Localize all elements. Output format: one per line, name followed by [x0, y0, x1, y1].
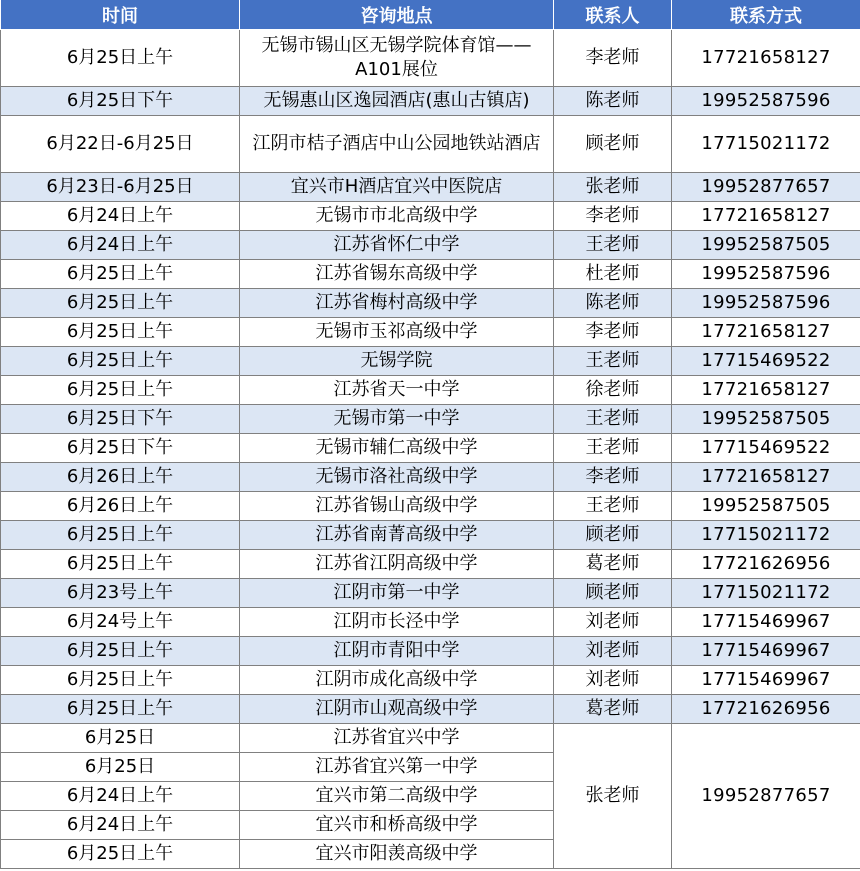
cell-person-merged: 张老师 — [554, 724, 672, 869]
cell-place: 江苏省怀仁中学 — [240, 231, 554, 260]
cell-phone: 17721658127 — [672, 318, 860, 347]
cell-time: 6月25日上午 — [1, 347, 240, 376]
cell-person: 徐老师 — [554, 376, 672, 405]
cell-time: 6月25日上午 — [1, 840, 240, 869]
cell-place: 江苏省江阴高级中学 — [240, 550, 554, 579]
cell-phone: 19952587505 — [672, 492, 860, 521]
cell-place: 宜兴市和桥高级中学 — [240, 811, 554, 840]
table-row — [1, 724, 860, 753]
cell-place: 无锡惠山区逸园酒店(惠山古镇店) — [240, 87, 554, 116]
table-row — [1, 637, 860, 666]
cell-time: 6月25日上午 — [1, 289, 240, 318]
table-row — [1, 695, 860, 724]
cell-time: 6月25日上午 — [1, 318, 240, 347]
cell-place: 无锡市锡山区无锡学院体育馆——A101展位 — [240, 30, 554, 87]
cell-phone: 17715021172 — [672, 116, 860, 173]
cell-place: 宜兴市H酒店宜兴中医院店 — [240, 173, 554, 202]
table-row — [1, 202, 860, 231]
cell-time: 6月24号上午 — [1, 608, 240, 637]
cell-phone: 17715021172 — [672, 579, 860, 608]
cell-phone: 17715021172 — [672, 521, 860, 550]
cell-phone: 17715469522 — [672, 434, 860, 463]
cell-person: 王老师 — [554, 405, 672, 434]
cell-place: 江阴市成化高级中学 — [240, 666, 554, 695]
cell-time: 6月24日上午 — [1, 811, 240, 840]
table-row — [1, 666, 860, 695]
cell-person: 顾老师 — [554, 521, 672, 550]
cell-person: 陈老师 — [554, 87, 672, 116]
cell-time: 6月23日-6月25日 — [1, 173, 240, 202]
cell-person: 顾老师 — [554, 116, 672, 173]
cell-time: 6月25日上午 — [1, 695, 240, 724]
cell-place: 江苏省梅村高级中学 — [240, 289, 554, 318]
cell-person: 李老师 — [554, 463, 672, 492]
table-row — [1, 463, 860, 492]
cell-person: 葛老师 — [554, 695, 672, 724]
cell-person: 杜老师 — [554, 260, 672, 289]
table-body — [1, 30, 860, 869]
cell-place: 江阴市第一中学 — [240, 579, 554, 608]
table-row — [1, 347, 860, 376]
cell-person: 李老师 — [554, 202, 672, 231]
table-header — [1, 0, 860, 30]
cell-phone: 19952587505 — [672, 231, 860, 260]
cell-place: 无锡学院 — [240, 347, 554, 376]
cell-place: 江阴市长泾中学 — [240, 608, 554, 637]
table-row — [1, 30, 860, 87]
table-row — [1, 608, 860, 637]
cell-person: 王老师 — [554, 347, 672, 376]
cell-time: 6月25日上午 — [1, 666, 240, 695]
table-row — [1, 231, 860, 260]
cell-time: 6月26日上午 — [1, 492, 240, 521]
cell-person: 刘老师 — [554, 666, 672, 695]
table-row — [1, 173, 860, 202]
cell-phone: 17721626956 — [672, 550, 860, 579]
cell-place: 无锡市市北高级中学 — [240, 202, 554, 231]
cell-time: 6月24日上午 — [1, 231, 240, 260]
cell-time: 6月25日上午 — [1, 550, 240, 579]
cell-time: 6月25日 — [1, 753, 240, 782]
table-row — [1, 260, 860, 289]
table-row — [1, 116, 860, 173]
cell-phone: 17715469522 — [672, 347, 860, 376]
cell-place: 江苏省宜兴中学 — [240, 724, 554, 753]
cell-place: 江阴市山观高级中学 — [240, 695, 554, 724]
cell-time: 6月23号上午 — [1, 579, 240, 608]
cell-phone: 17715469967 — [672, 637, 860, 666]
cell-place: 无锡市玉祁高级中学 — [240, 318, 554, 347]
cell-phone: 17721658127 — [672, 202, 860, 231]
cell-place: 江苏省南菁高级中学 — [240, 521, 554, 550]
cell-person: 王老师 — [554, 492, 672, 521]
cell-place: 江苏省锡山高级中学 — [240, 492, 554, 521]
table-row — [1, 87, 860, 116]
cell-place: 江苏省锡东高级中学 — [240, 260, 554, 289]
cell-place: 无锡市洛社高级中学 — [240, 463, 554, 492]
cell-place: 无锡市第一中学 — [240, 405, 554, 434]
header-phone: 联系方式 — [672, 0, 860, 30]
cell-person: 王老师 — [554, 434, 672, 463]
cell-phone: 17715469967 — [672, 666, 860, 695]
cell-time: 6月25日下午 — [1, 405, 240, 434]
cell-place: 无锡市辅仁高级中学 — [240, 434, 554, 463]
table-row — [1, 434, 860, 463]
cell-time: 6月25日下午 — [1, 87, 240, 116]
cell-person: 顾老师 — [554, 579, 672, 608]
cell-time: 6月25日上午 — [1, 260, 240, 289]
cell-place: 宜兴市阳羡高级中学 — [240, 840, 554, 869]
cell-phone: 17721626956 — [672, 695, 860, 724]
header-person: 联系人 — [554, 0, 672, 30]
table-row — [1, 289, 860, 318]
cell-time: 6月25日上午 — [1, 637, 240, 666]
cell-phone: 17721658127 — [672, 463, 860, 492]
cell-time: 6月25日上午 — [1, 521, 240, 550]
cell-phone: 17715469967 — [672, 608, 860, 637]
table-row — [1, 376, 860, 405]
table-row — [1, 521, 860, 550]
cell-phone: 19952587596 — [672, 87, 860, 116]
cell-time: 6月26日上午 — [1, 463, 240, 492]
cell-place: 江阴市青阳中学 — [240, 637, 554, 666]
cell-phone: 17721658127 — [672, 30, 860, 87]
table-row — [1, 579, 860, 608]
cell-time: 6月25日上午 — [1, 376, 240, 405]
cell-person: 李老师 — [554, 30, 672, 87]
cell-person: 王老师 — [554, 231, 672, 260]
cell-phone: 17721658127 — [672, 376, 860, 405]
cell-person: 张老师 — [554, 173, 672, 202]
table-row — [1, 405, 860, 434]
cell-place: 江阴市桔子酒店中山公园地铁站酒店 — [240, 116, 554, 173]
cell-place: 宜兴市第二高级中学 — [240, 782, 554, 811]
cell-person: 葛老师 — [554, 550, 672, 579]
cell-phone: 19952587596 — [672, 260, 860, 289]
cell-person: 刘老师 — [554, 637, 672, 666]
header-row — [1, 0, 860, 30]
cell-phone: 19952877657 — [672, 173, 860, 202]
cell-time: 6月24日上午 — [1, 782, 240, 811]
table-row — [1, 550, 860, 579]
cell-time: 6月25日下午 — [1, 434, 240, 463]
table-row — [1, 492, 860, 521]
cell-phone-merged: 19952877657 — [672, 724, 860, 869]
cell-time: 6月24日上午 — [1, 202, 240, 231]
cell-place: 江苏省天一中学 — [240, 376, 554, 405]
table-row — [1, 318, 860, 347]
cell-time: 6月22日-6月25日 — [1, 116, 240, 173]
cell-phone: 19952587596 — [672, 289, 860, 318]
cell-person: 李老师 — [554, 318, 672, 347]
cell-person: 陈老师 — [554, 289, 672, 318]
header-place: 咨询地点 — [240, 0, 554, 30]
cell-time: 6月25日上午 — [1, 30, 240, 87]
header-time: 时间 — [1, 0, 240, 30]
cell-phone: 19952587505 — [672, 405, 860, 434]
cell-time: 6月25日 — [1, 724, 240, 753]
cell-place: 江苏省宜兴第一中学 — [240, 753, 554, 782]
cell-person: 刘老师 — [554, 608, 672, 637]
